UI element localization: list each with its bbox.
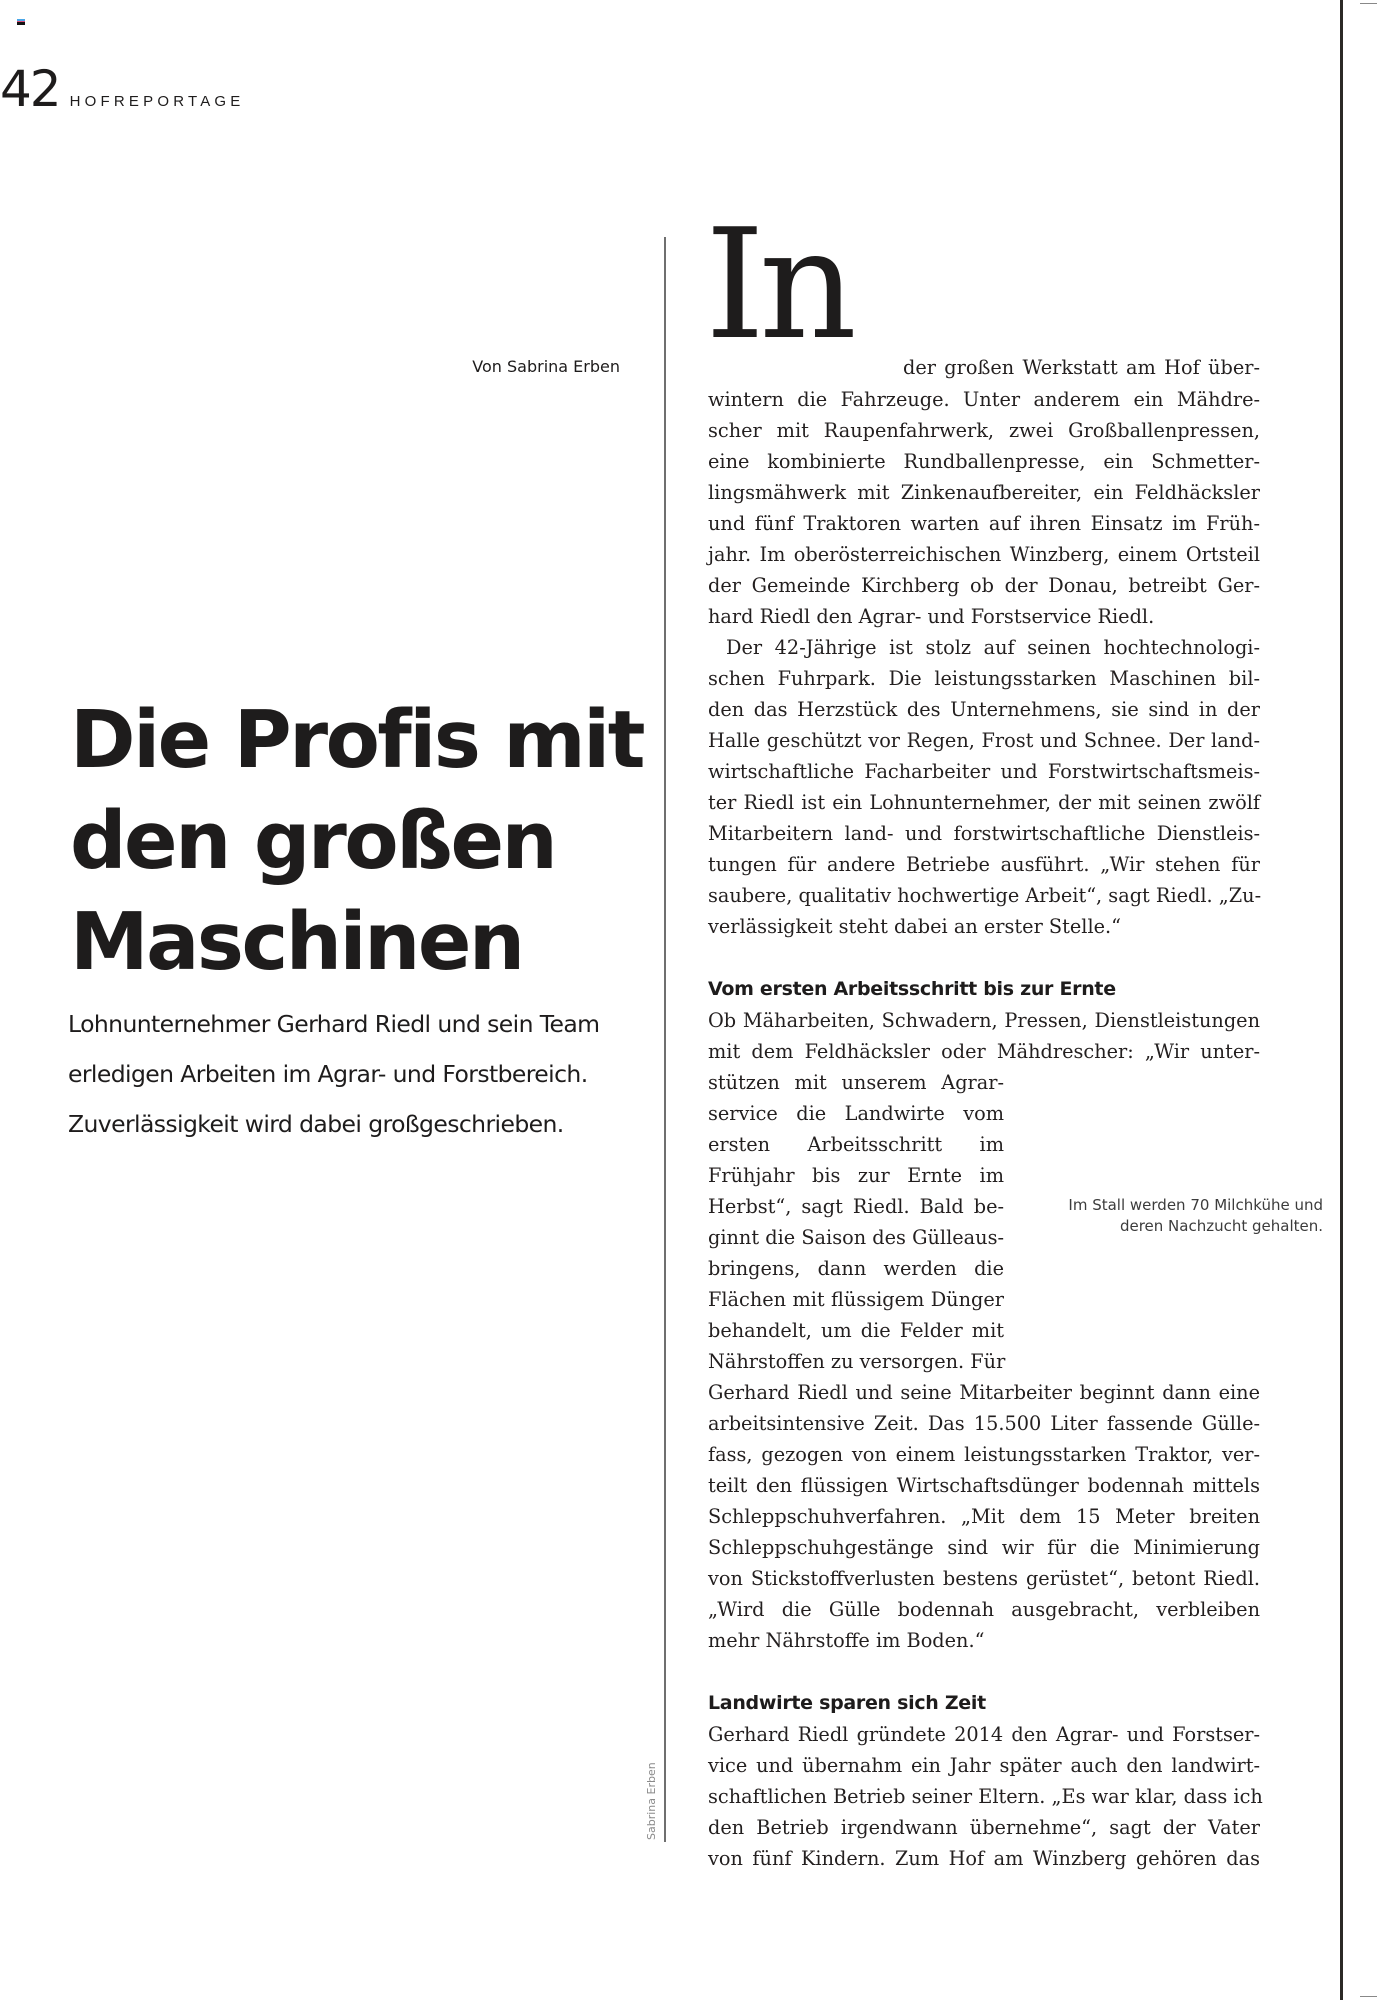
paragraph-3 <box>708 1005 1260 1656</box>
headline-line: Die Profis mit <box>70 694 644 786</box>
body-line: schen Fuhrpark. Die leistungsstarken Maschinen bil- <box>708 667 1260 690</box>
body-line: bringens, dann werden die <box>708 1257 1004 1280</box>
body-line: Flächen mit flüssigem Dünger <box>708 1288 1004 1311</box>
body-line: teilt den flüssigen Wirtschaftsdünger bodennah mittels <box>708 1474 1260 1497</box>
body-line: stützen mit unserem Agrar- <box>708 1071 1004 1094</box>
body-line: hard Riedl den Agrar- und Forstservice Riedl. <box>708 605 1155 628</box>
body-line: und fünf Traktoren warten auf ihren Einsatz im Früh- <box>708 512 1260 535</box>
photo-credit: Sabrina Erben <box>645 1762 658 1840</box>
body-line: von fünf Kindern. Zum Hof am Winzberg gehören das <box>708 1847 1260 1870</box>
body-line: mit dem Feldhäcksler oder Mähdrescher: „Wir unter- <box>708 1040 1260 1063</box>
body-line: Der 42-Jährige ist stolz auf seinen hochtechnologi- <box>726 636 1260 659</box>
page-gutter-edge <box>1340 0 1343 2000</box>
body-line: Herbst“, sagt Riedl. Bald be- <box>708 1195 1004 1218</box>
body-line: ter Riedl ist ein Lohnunternehmer, der mit seinen zwölf <box>708 791 1260 814</box>
body-line: Nährstoffen zu versorgen. Für <box>708 1350 1006 1373</box>
body-line: Gerhard Riedl gründete 2014 den Agrar- und Forstser- <box>708 1723 1260 1746</box>
headline-line: den großen <box>70 795 556 887</box>
paragraph-4 <box>708 1719 1263 1874</box>
body-line: fass, gezogen von einem leistungsstarken Traktor, ver- <box>708 1443 1260 1466</box>
body-line: service die Landwirte vom <box>708 1102 1004 1125</box>
body-line: Gerhard Riedl und seine Mitarbeiter beginnt dann eine <box>708 1381 1260 1404</box>
subheading: Landwirte sparen sich Zeit <box>708 1692 986 1714</box>
body-line: Halle geschützt vor Regen, Frost und Schnee. Der land- <box>708 729 1260 752</box>
photo-caption <box>1068 1195 1323 1237</box>
section-label: HOFREPORTAGE <box>69 93 245 110</box>
body-line: den das Herzstück des Unternehmens, sie sind in der <box>708 698 1260 721</box>
body-line: behandelt, um die Felder mit <box>708 1319 1004 1342</box>
body-line: der Gemeinde Kirchberg ob der Donau, betreibt Ger- <box>708 574 1260 597</box>
body-line: von Stickstoffverlusten bestens gerüstet“, betont Riedl. <box>708 1567 1260 1590</box>
intro-block <box>705 196 1260 379</box>
byline: Von Sabrina Erben <box>472 357 620 376</box>
color-bar-icon <box>17 19 25 26</box>
standfirst <box>68 999 688 1149</box>
body-line: Mitarbeitern land- und forstwirtschaftliche Dienstleis- <box>708 822 1260 845</box>
body-line: jahr. Im oberösterreichischen Winzberg, einem Ortsteil <box>708 543 1260 566</box>
paragraph-2 <box>708 632 1260 942</box>
body-line: scher mit Raupenfahrwerk, zwei Großballenpressen, <box>708 419 1260 442</box>
column-divider <box>664 237 666 1842</box>
caption-line: Im Stall werden 70 Milchkühe und <box>1068 1196 1323 1214</box>
body-line: ginnt die Saison des Gülleaus- <box>708 1226 1004 1249</box>
body-line: Schleppschuhverfahren. „Mit dem 15 Meter breiten <box>708 1505 1260 1528</box>
crop-mark <box>1360 3 1377 4</box>
paragraph-1 <box>708 384 1260 632</box>
body-line: wirtschaftliche Facharbeiter und Forstwirtschaftsmeis- <box>708 760 1260 783</box>
body-line: wintern die Fahrzeuge. Unter anderem ein Mähdre- <box>708 388 1260 411</box>
headline-line: Maschinen <box>70 896 523 988</box>
body-line: ersten Arbeitsschritt im <box>708 1133 1004 1156</box>
body-line: verlässigkeit steht dabei an erster Stelle.“ <box>708 915 1122 938</box>
body-line: Schleppschuhgestänge sind wir für die Minimierung <box>708 1536 1260 1559</box>
headline <box>70 690 670 993</box>
page-folio <box>0 60 245 118</box>
page-number: 42 <box>0 60 60 118</box>
body-line: Ob Mäharbeiten, Schwadern, Pressen, Dienstleistungen <box>708 1009 1260 1032</box>
body-line: den Betrieb irgendwann übernehme“, sagt der Vater <box>708 1816 1260 1839</box>
body-line: „Wird die Gülle bodennah ausgebracht, verbleiben <box>708 1598 1260 1621</box>
body-line: saubere, qualitativ hochwertige Arbeit“, sagt Riedl. „Zu- <box>708 884 1262 907</box>
body-line: Frühjahr bis zur Ernte im <box>708 1164 1004 1187</box>
body-line: eine kombinierte Rundballenpresse, ein Schmetter- <box>708 450 1260 473</box>
body-line: vice und übernahm ein Jahr später auch den landwirt- <box>708 1754 1260 1777</box>
standfirst-line: Lohnunternehmer Gerhard Riedl und sein Team <box>68 1010 600 1038</box>
body-line: schaftlichen Betrieb seiner Eltern. „Es war klar, dass ich <box>708 1785 1263 1808</box>
caption-line: deren Nachzucht gehalten. <box>1119 1217 1323 1235</box>
body-line: lingsmähwerk mit Zinkenaufbereiter, ein Feldhäcksler <box>708 481 1260 504</box>
body-line: der großen Werkstatt am Hof über- <box>903 356 1260 379</box>
drop-cap: In <box>705 196 851 373</box>
body-line: arbeitsintensive Zeit. Das 15.500 Liter fassende Gülle- <box>708 1412 1260 1435</box>
article-body <box>705 196 1263 1874</box>
standfirst-line: Zuverlässigkeit wird dabei großgeschrieben. <box>68 1110 564 1138</box>
body-line: mehr Nährstoffe im Boden.“ <box>708 1629 985 1652</box>
subheading: Vom ersten Arbeitsschritt bis zur Ernte <box>708 978 1116 1000</box>
standfirst-line: erledigen Arbeiten im Agrar- und Forstbereich. <box>68 1060 588 1088</box>
crop-mark <box>1360 1996 1377 1997</box>
body-line: tungen für andere Betriebe ausführt. „Wir stehen für <box>708 853 1260 876</box>
